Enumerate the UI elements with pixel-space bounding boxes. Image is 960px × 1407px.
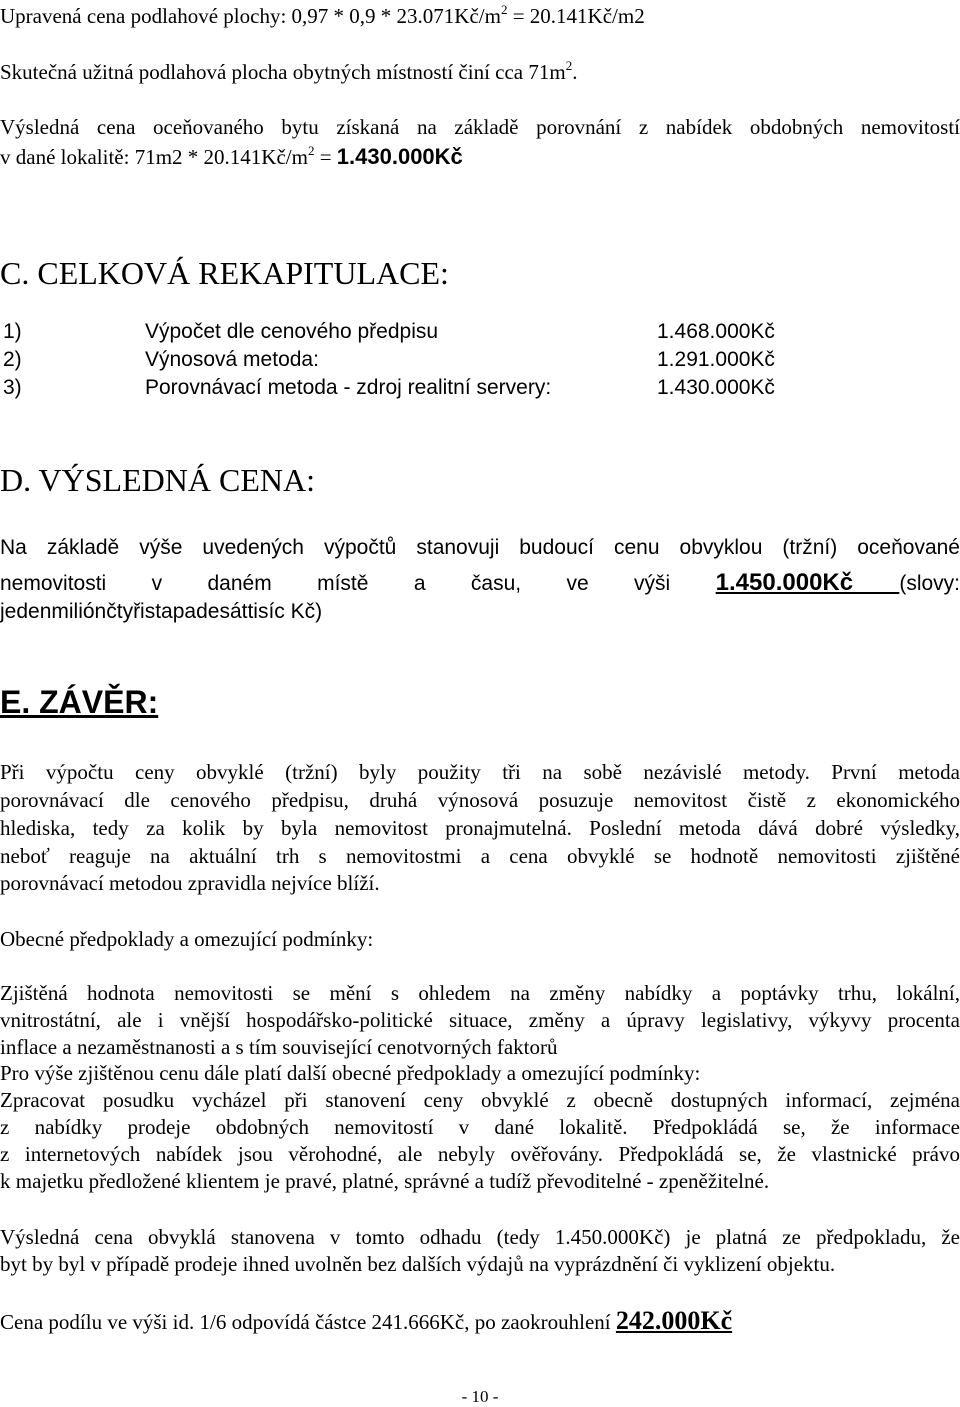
paragraph-line: porovnávací dle cenového předpisu, druhá výnosová posuzuje nemovitost čistě z ekonomického: [0, 788, 960, 812]
superscript: 2: [500, 2, 508, 17]
paragraph-line: Pro výše zjištěnou cenu dále platí další obecné předpoklady a omezující podmínky:: [0, 1061, 701, 1085]
line-text: Skutečná užitná podlahová plocha obytných místností činí cca 71m: [0, 60, 566, 84]
paragraph-line: byt by byl v případě prodeje ihned uvolněn bez dalších výdajů na vyprázdnění či vyklizení objektu.: [0, 1252, 836, 1276]
line-text: = 20.141Kč/m2: [507, 4, 645, 28]
paragraph-line: inflace a nezaměstnanosti a s tím související cenotvorných faktorů: [0, 1035, 558, 1059]
recap-value: 1.291.000Kč: [657, 348, 775, 371]
usable-area-line: [0, 60, 577, 84]
recap-label: Výnosová metoda:: [145, 348, 319, 371]
line-text: v dané lokalitě: 71m2 * 20.141Kč/m: [0, 145, 308, 169]
recap-value: 1.468.000Kč: [657, 320, 775, 343]
line-text: .: [572, 60, 578, 84]
line-text: (slovy:: [899, 572, 960, 595]
assumptions-title: Obecné předpoklady a omezující podmínky:: [0, 927, 374, 951]
paragraph-line: Zjištěná hodnota nemovitosti se mění s ohledem na změny nabídky a poptávky trhu, lokální,: [0, 981, 960, 1005]
share-price-value: 242.000Kč: [615, 1306, 733, 1335]
recap-number: 3): [3, 376, 22, 399]
paragraph-line: Při výpočtu ceny obvyklé (tržní) byly použity tři na sobě nezávislé metody. První metoda: [0, 760, 960, 784]
price-per-m2-line: [0, 4, 645, 28]
recap-value: 1.430.000Kč: [657, 376, 775, 399]
recap-label: Výpočet dle cenového předpisu: [145, 320, 439, 343]
paragraph-line: z internetových nabídek jsou věrohodné, ale nebyly ověřovány. Předpokládá se, že vlastnické právo: [0, 1142, 960, 1166]
final-price-line-2: [0, 571, 960, 596]
final-price-value: 1.450.000Kč: [715, 569, 900, 596]
line-text: Cena podílu ve výši id. 1/6 odpovídá částce 241.666Kč, po zaokrouhlení: [0, 1310, 616, 1334]
result-value: 1.430.000Kč: [336, 144, 463, 169]
superscript: 2: [307, 143, 315, 158]
recap-number: 1): [3, 320, 22, 343]
final-price-line-1: Na základě výše uvedených výpočtů stanovuji budoucí cenu obvyklou (tržní) oceňované: [0, 536, 960, 559]
result-calculation-line: [0, 145, 463, 169]
recap-number: 2): [3, 348, 22, 371]
line-text: nemovitosti v daném místě a času, ve výši: [0, 572, 671, 595]
superscript: 2: [565, 58, 573, 73]
paragraph-line: Zpracovat posudku vycházel při stanovení ceny obvyklé z obecně dostupných informací, zejména: [0, 1088, 960, 1112]
line-text: =: [314, 145, 337, 169]
result-price-line: Výsledná cena oceňovaného bytu získaná na základě porovnání z nabídek obdobných nemovitostí: [0, 115, 960, 139]
final-price-in-words: jedenmiliónčtyřistapadesáttisíc Kč): [0, 600, 323, 623]
recap-label: Porovnávací metoda - zdroj realitní servery:: [145, 376, 552, 399]
paragraph-line: vnitrostátní, ale i vnější hospodářsko-politické situace, změny a úpravy legislativy, výkyvy procenta: [0, 1008, 960, 1032]
paragraph-line: z nabídky prodeje obdobných nemovitostí v dané lokalitě. Předpokládá se, že informace: [0, 1115, 960, 1139]
line-text: Upravená cena podlahové plochy: 0,97 * 0,9 * 23.071Kč/m: [0, 4, 501, 28]
paragraph-line: neboť reaguje na aktuální trh s nemovitostmi a cena obvyklé se hodnotě nemovitosti zjištěné: [0, 844, 960, 868]
share-price-line: [0, 1306, 733, 1335]
paragraph-line: k majetku předložené klientem je pravé, platné, správné a tudíž převoditelné - zpeněžitelné.: [0, 1169, 770, 1193]
paragraph-line: Výsledná cena obvyklá stanovena v tomto odhadu (tedy 1.450.000Kč) je platná ze předpokladu, že: [0, 1225, 960, 1249]
paragraph-line: porovnávací metodou zpravidla nejvíce blíží.: [0, 871, 380, 895]
section-e-heading: E. ZÁVĚR:: [0, 684, 159, 720]
page-number: - 10 -: [461, 1387, 499, 1406]
section-c-heading: C. CELKOVÁ REKAPITULACE:: [0, 255, 449, 291]
section-d-heading: D. VÝSLEDNÁ CENA:: [0, 462, 315, 498]
paragraph-line: hlediska, tedy za kolik by byla nemovitost pronajmutelná. Poslední metoda dává dobré výsledky,: [0, 816, 960, 840]
